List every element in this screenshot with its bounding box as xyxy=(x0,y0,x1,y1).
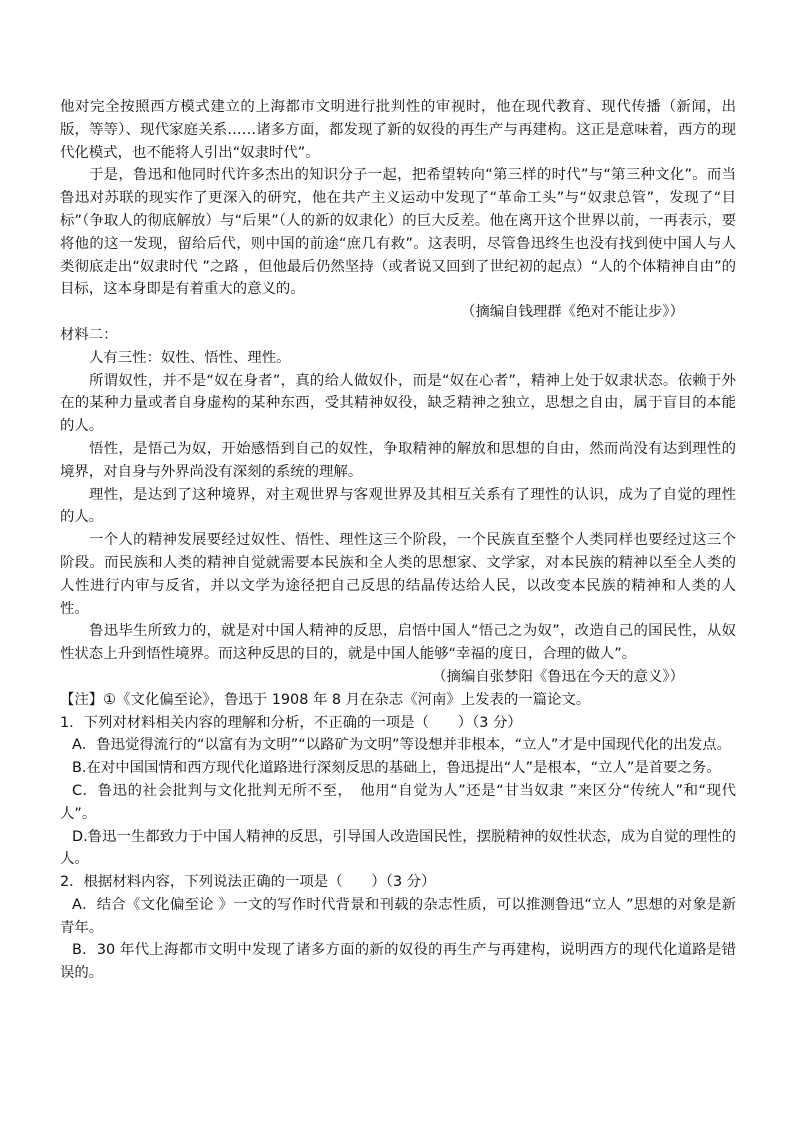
paragraph: 于是，鲁迅和他同时代许多杰出的知识分子一起，把希望转向“第三样的时代”与“第三种文化”。而当鲁迅对苏联的现实作了更深入的研究，他在共产主义运动中发现了“革命工头”与“奴隶总管”，发现了“目标”（争取人的彻底解放）与“后果”（人的新的奴隶化）的巨大反差。他在离开这个世界以前，一再表示，要将他的这一发现，留给后代，则中国的前途“庶几有救”。这表明，尽管鲁迅终生也没有找到使中国人与人类彻底走出“奴隶时代 ”之路 ，但他最后仍然坚持（或者说又回到了世纪初的起点）“人的个体精神自由”的目标，这本身即是有着重大的意义的。 xyxy=(60,167,736,298)
question-stem: 2．根据材料内容，下列说法正确的一项是（ ）（3 分） xyxy=(60,874,436,891)
question-option: B.在对中国国情和西方现代化道路进行深刻反思的基础上，鲁迅提出“人”是根本，“立人”是首要之务。 xyxy=(72,760,721,777)
section-heading: 材料二： xyxy=(60,326,118,343)
question-option: B．30 年代上海都市文明中发现了诸多方面的新的奴役的再生产与再建构，说明西方的现代化道路是错误的。 xyxy=(60,942,736,982)
paragraph: 一个人的精神发展要经过奴性、悟性、理性这三个阶段，一个民族直至整个人类同样也要经过这三个阶段。而民族和人类的精神自觉就需要本民族和全人类的思想家、文学家，对本民族的精神以至全人类的人性进行内审与反省，并以文学为途径把自己反思的结晶传达给人民，以改变本民族的精神和人类的人性。 xyxy=(60,532,736,617)
paragraph: 悟性，是悟己为奴，开始感悟到自己的奴性，争取精神的解放和思想的自由，然而尚没有达到理性的境界，对自身与外界尚没有深刻的系统的理解。 xyxy=(60,440,736,480)
source-citation: （摘编自钱理群《绝对不能让步》） xyxy=(460,304,684,321)
question-option: D.鲁迅一生都致力于中国人精神的反思，引导国人改造国民性，摆脱精神的奴性状态，成为自觉的理性的人。 xyxy=(60,828,736,868)
question-option: A．鲁迅觉得流行的“以富有为文明”“以路矿为文明”等设想并非根本，“立人”才是中国现代化的出发点。 xyxy=(72,737,731,754)
paragraph: 所谓奴性，并不是“奴在身者”，真的给人做奴仆，而是“奴在心者”，精神上处于奴隶状态。依赖于外在的某种力量或者自身虚构的某种东西，受其精神奴役，缺乏精神之独立，思想之自由，属于盲目的本能的人。 xyxy=(60,372,736,435)
document-body xyxy=(60,96,736,985)
paragraph: 他对完全按照西方模式建立的上海都市文明进行批判性的审视时，他在现代教育、现代传播（新闻，出版，等等）、现代家庭关系……诸多方面，都发现了新的奴役的再生产与再建构。这正是意味着，西方的现代化模式，也不能将人引出“奴隶时代”。 xyxy=(60,99,736,161)
question-option: A．结合《文化偏至论 》一文的写作时代背景和刊载的杂志性质，可以推测鲁迅“立人 ”思想的对象是新青年。 xyxy=(60,896,736,936)
paragraph: 理性，是达到了这种境界，对主观世界与客观世界及其相互关系有了理性的认识，成为了自觉的理性的人。 xyxy=(60,486,736,526)
question-option: C．鲁迅的社会批判与文化批判无所不至， 他用“自觉为人”还是“甘当奴隶 ”来区分“传统人”和“现代人”。 xyxy=(60,782,736,822)
paragraph: 人有三性：奴性、悟性、理性。 xyxy=(89,349,291,366)
source-citation: （摘编自张梦阳《鲁迅在今天的意义》） xyxy=(432,668,684,685)
question-stem: 1．下列对材料相关内容的理解和分析，不正确的一项是（ ）（3 分） xyxy=(60,714,522,731)
footnote: 【注】①《文化偏至论》，鲁迅于 1908 年 8 月在杂志《河南》上发表的一篇论文。 xyxy=(60,691,591,708)
paragraph: 鲁迅毕生所致力的，就是对中国人精神的反思，启悟中国人“悟己之为奴”，改造自己的国民性，从奴性状态上升到悟性境界。而这种反思的目的，就是中国人能够“幸福的度日，合理的做人”。 xyxy=(60,623,736,663)
